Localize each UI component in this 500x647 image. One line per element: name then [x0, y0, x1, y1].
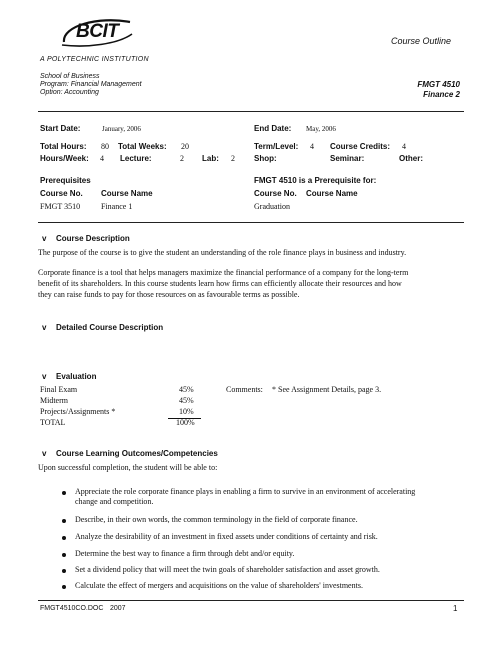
footer-file: FMGT4510CO.DOC [40, 605, 104, 612]
eval-marker: v [42, 372, 47, 381]
course-code: FMGT 4510 [417, 80, 460, 89]
outcome-item: Determine the best way to finance a firm through debt and/or equity. [75, 549, 295, 558]
prereq-col-no: Course No. [40, 189, 83, 198]
total-weeks-label: Total Weeks: [118, 142, 167, 151]
credits-value: 4 [402, 142, 406, 151]
bullet-icon [62, 536, 66, 540]
lecture-label: Lecture: [120, 154, 152, 163]
hours-week-value: 4 [100, 154, 104, 163]
prereq-title: Prerequisites [40, 176, 91, 185]
institution-tagline: A POLYTECHNIC INSTITUTION [40, 56, 149, 63]
detailed-heading: Detailed Course Description [56, 323, 164, 332]
lecture-value: 2 [180, 154, 184, 163]
bullet-icon [62, 491, 66, 495]
hours-week-label: Hours/Week: [40, 154, 89, 163]
school-name: School of Business [40, 73, 100, 80]
program-name: Program: Financial Management [40, 81, 142, 88]
other-label: Other: [399, 154, 423, 163]
eval-comments-text: * See Assignment Details, page 3. [272, 385, 382, 394]
eval-row-value: 10% [179, 407, 194, 416]
outcome-item: Describe, in their own words, the common terminology in the field of corporate finance. [75, 515, 358, 524]
credits-label: Course Credits: [330, 142, 391, 151]
desc-paragraph-1: The purpose of the course is to give the student an understanding of the role finance plays in business and industry. [38, 248, 407, 257]
desc-paragraph-2-line-3: they can raise funds to pay for those resources on as favourable terms as possible. [38, 290, 300, 299]
page-number: 1 [453, 604, 458, 613]
term-value: 4 [310, 142, 314, 151]
eval-heading: Evaluation [56, 372, 97, 381]
detailed-marker: v [42, 323, 47, 332]
eval-row-value: 100% [176, 418, 195, 427]
logo-text: BCIT [76, 21, 119, 42]
bullet-icon [62, 569, 66, 573]
outcome-item: Analyze the desirability of an investment in fixed assets under conditions of certainty and risk. [75, 532, 378, 541]
eval-row-value: 45% [179, 385, 194, 394]
bullet-icon [62, 553, 66, 557]
desc-paragraph-2-line-1: Corporate finance is a tool that helps managers maximize the financial performance of a company for the long-term [38, 268, 409, 277]
prereq-for-course-name: Graduation [254, 202, 290, 211]
outcomes-intro: Upon successful completion, the student will be able to: [38, 463, 218, 472]
term-label: Term/Level: [254, 142, 299, 151]
outcomes-heading: Course Learning Outcomes/Competencies [56, 449, 218, 458]
bullet-icon [62, 519, 66, 523]
seminar-label: Seminar: [330, 154, 365, 163]
total-hours-label: Total Hours: [40, 142, 87, 151]
option-name: Option: Accounting [40, 89, 99, 96]
eval-row-label: TOTAL [40, 418, 66, 427]
outcome-item: Set a dividend policy that will meet the twin goals of shareholder satisfaction and asset growth. [75, 565, 380, 574]
outcome-item-cont: change and competition. [75, 497, 154, 506]
prereq-col-name: Course Name [101, 189, 153, 198]
doc-type: Course Outline [391, 36, 452, 46]
total-weeks-value: 20 [181, 142, 189, 151]
desc-marker: v [42, 234, 47, 243]
end-date-value: May, 2006 [306, 125, 336, 133]
eval-row-label: Projects/Assignments * [40, 407, 116, 416]
prereq-for-col-name: Course Name [306, 189, 358, 198]
start-date-label: Start Date: [40, 124, 81, 133]
lab-value: 2 [231, 154, 235, 163]
eval-row-value: 45% [179, 396, 194, 405]
footer-year: 2007 [110, 605, 126, 612]
desc-paragraph-2-line-2: benefit of its shareholders. In this course students learn how firms can efficiently allocate their resources and how [38, 279, 402, 288]
bullet-icon [62, 585, 66, 589]
desc-heading: Course Description [56, 234, 130, 243]
shop-label: Shop: [254, 154, 277, 163]
end-date-label: End Date: [254, 124, 292, 133]
prereq-divider [38, 222, 464, 223]
eval-row-label: Midterm [40, 396, 68, 405]
eval-row-label: Final Exam [40, 385, 78, 394]
prereq-for-title: FMGT 4510 is a Prerequisite for: [254, 176, 377, 185]
eval-comments-label: Comments: [226, 385, 263, 394]
outcome-item: Appreciate the role corporate finance plays in enabling a firm to survive in an environment of accelerating [75, 487, 416, 496]
prereq-course-no: FMGT 3510 [40, 202, 81, 211]
outcome-item: Calculate the effect of mergers and acquisitions on the value of shareholders' investments. [75, 581, 363, 590]
lab-label: Lab: [202, 154, 219, 163]
outcomes-marker: v [42, 449, 47, 458]
header-divider [38, 111, 464, 112]
course-title: Finance 2 [423, 90, 460, 99]
prereq-course-name: Finance 1 [101, 202, 133, 211]
start-date-value: January, 2006 [102, 125, 141, 133]
footer-divider [38, 600, 464, 601]
total-hours-value: 80 [101, 142, 109, 151]
prereq-for-col-no: Course No. [254, 189, 297, 198]
bcit-logo [58, 12, 136, 52]
